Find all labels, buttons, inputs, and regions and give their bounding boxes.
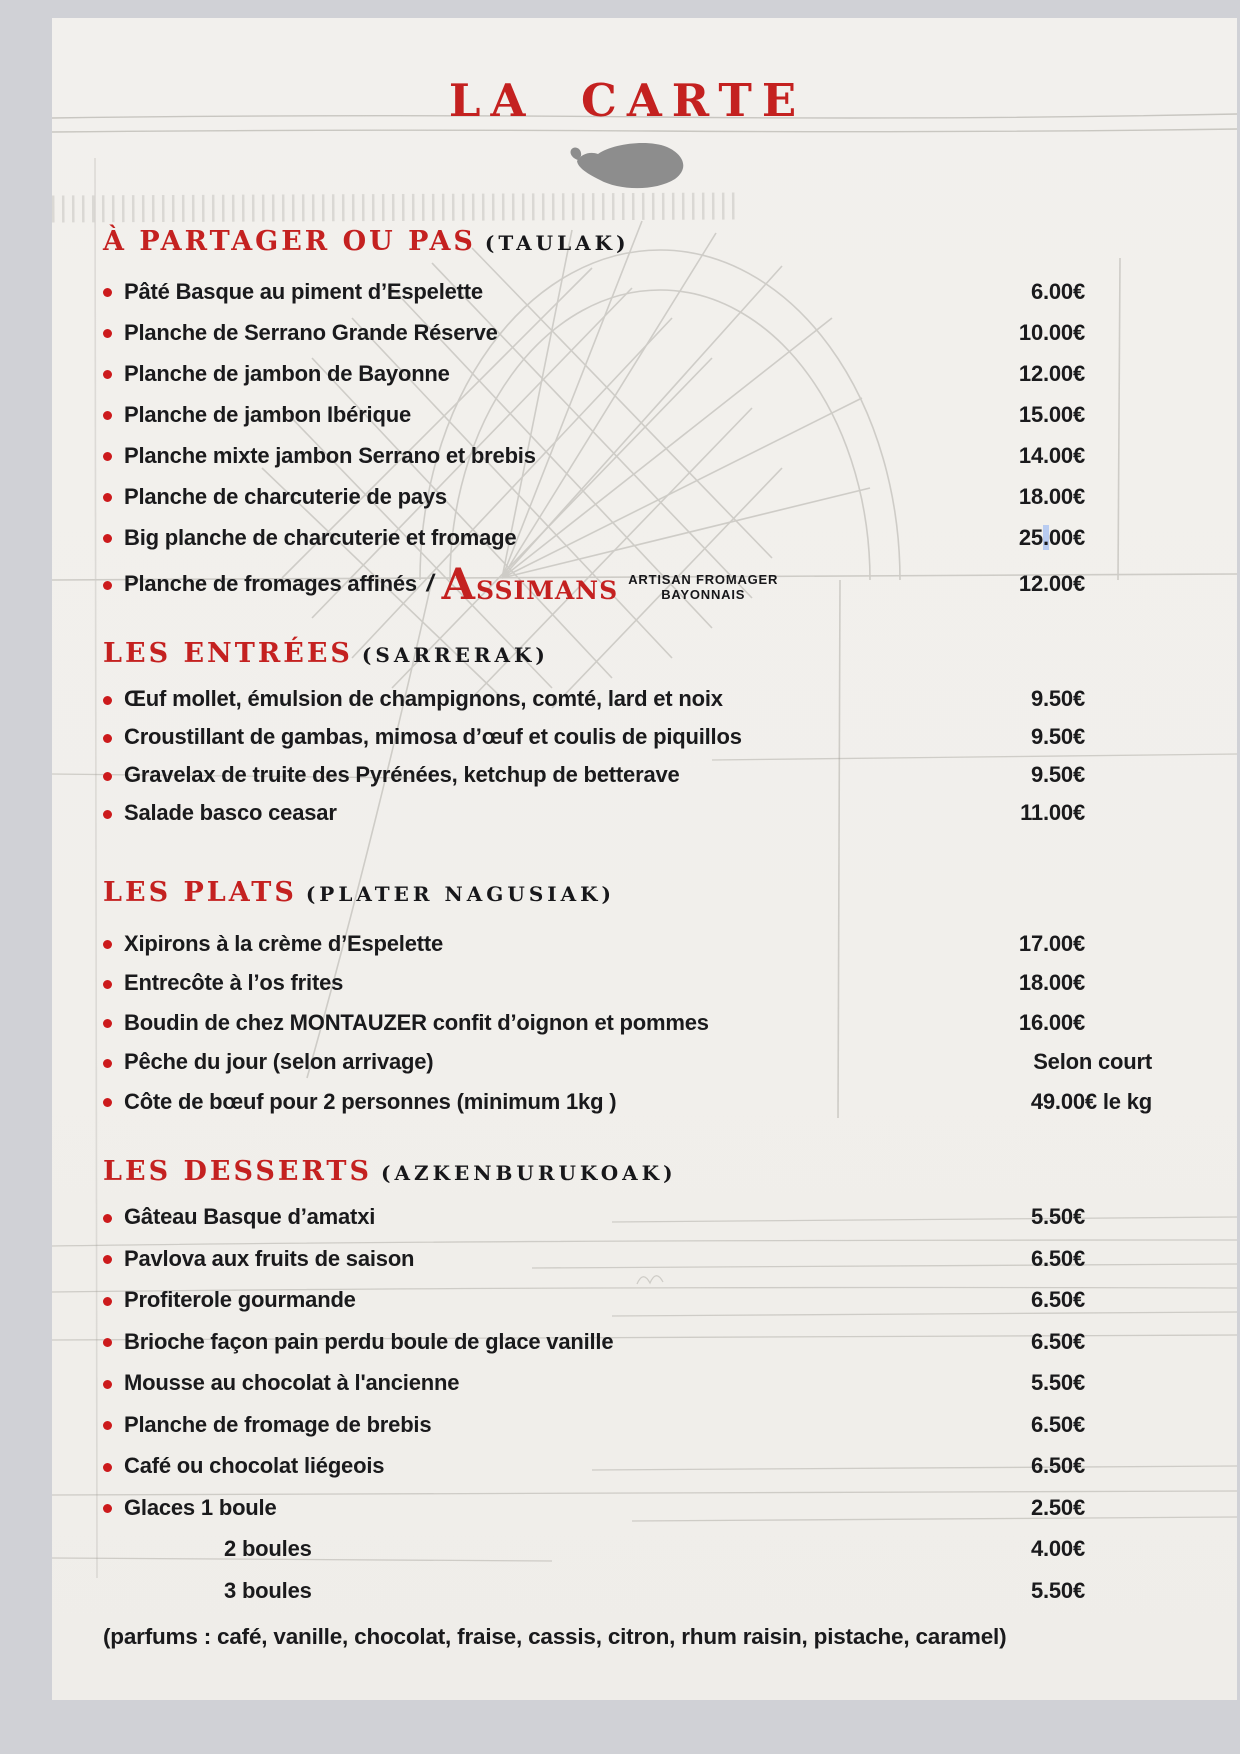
bullet-icon — [103, 370, 112, 379]
item-price: 12.00€ — [1018, 571, 1085, 596]
bullet-icon — [103, 329, 112, 338]
item-name: Mousse au chocolat à l'ancienne — [124, 1370, 460, 1396]
item-price: 5.50€ — [1030, 1204, 1085, 1230]
bullet-icon — [103, 581, 112, 590]
menu-item-row — [103, 435, 1152, 476]
item-name: 2 boules — [224, 1536, 312, 1562]
item-name: Big planche de charcuterie et fromage — [124, 524, 517, 550]
menu-item-row — [103, 718, 1152, 756]
flavors-note: (parfums : café, vanille, chocolat, fraise, cassis, citron, rhum raisin, pistache, caramel) — [103, 1623, 1007, 1649]
section-title: LES ENTRÉES — [103, 638, 353, 669]
item-price: 12.00€ — [1018, 360, 1085, 386]
bullet-icon — [103, 940, 112, 949]
item-price: 10.00€ — [1018, 319, 1085, 345]
item-price: 6.00€ — [1030, 278, 1085, 304]
bullet-icon — [103, 1059, 112, 1068]
bullet-icon — [103, 696, 112, 705]
bullet-icon — [103, 1380, 112, 1389]
menu-item-row — [103, 1404, 1152, 1446]
section-title: À PARTAGER OU PAS — [103, 226, 476, 257]
bullet-icon — [103, 1338, 112, 1347]
bullet-icon — [103, 1421, 112, 1430]
item-name: Boudin de chez MONTAUZER confit d’oignon et pommes — [124, 1009, 709, 1035]
item-name: Pavlova aux fruits de saison — [124, 1245, 415, 1271]
menu-item-row — [103, 1321, 1152, 1363]
item-price: 9.50€ — [1030, 724, 1085, 749]
item-name: Pêche du jour (selon arrivage) — [124, 1049, 434, 1075]
item-price: 4.00€ — [1030, 1536, 1085, 1562]
item-price: 18.00€ — [1018, 970, 1085, 996]
section-items — [103, 1197, 1152, 1612]
item-name: Côte de bœuf pour 2 personnes (minimum 1kg ) — [124, 1088, 617, 1114]
item-price: 15.00€ — [1018, 401, 1085, 427]
menu-item-row — [103, 1363, 1152, 1405]
section-items — [103, 271, 1152, 610]
item-name: Gâteau Basque d’amatxi — [124, 1204, 376, 1230]
bullet-icon — [103, 1255, 112, 1264]
item-name: Planche de jambon de Bayonne — [124, 360, 450, 386]
page-title: LA CARTE — [448, 74, 807, 127]
menu-item-row — [103, 680, 1152, 718]
item-name: Xipirons à la crème d’Espelette — [124, 930, 444, 956]
item-price: 9.50€ — [1030, 762, 1085, 787]
bullet-icon — [103, 1098, 112, 1107]
bullet-icon — [103, 810, 112, 819]
menu-section-entrees — [103, 638, 1152, 832]
menu-item-row — [103, 558, 1152, 610]
menu-section-partager — [103, 226, 1152, 610]
item-price: 11.00€ — [1020, 800, 1085, 825]
item-price: 16.00€ — [1018, 1009, 1085, 1035]
section-header — [103, 1156, 1152, 1189]
item-name: Croustillant de gambas, mimosa d’œuf et coulis de piquillos — [124, 724, 742, 749]
wineskin-icon — [563, 135, 693, 193]
item-price: 5.50€ — [1030, 1577, 1085, 1603]
menu-item-row — [103, 1280, 1152, 1322]
section-subtitle: (SARRERAK) — [361, 643, 549, 667]
menu-item-row — [103, 312, 1152, 353]
menu-item-row — [103, 394, 1152, 435]
item-name: Entrecôte à l’os frites — [124, 970, 344, 996]
bullet-icon — [103, 411, 112, 420]
brand-caption-line1: ARTISAN FROMAGER — [628, 572, 779, 587]
bullet-icon — [103, 534, 112, 543]
item-price: 6.50€ — [1030, 1453, 1085, 1479]
menu-content — [103, 74, 1152, 1650]
item-name: 3 boules — [224, 1577, 312, 1603]
brand-separator: / — [424, 570, 437, 597]
menu-item-row — [103, 1570, 1152, 1612]
menu-item-row — [103, 964, 1152, 1004]
menu-section-desserts — [103, 1156, 1152, 1612]
item-price: 6.50€ — [1030, 1245, 1085, 1271]
brand-name: ASSIMANS — [441, 560, 619, 610]
item-name: Œuf mollet, émulsion de champignons, comté, lard et noix — [124, 686, 723, 711]
section-items — [103, 924, 1152, 1122]
item-price: 25.00€ — [1018, 524, 1085, 550]
item-name: Planche de fromages affinés — [124, 571, 417, 596]
bullet-icon — [103, 980, 112, 989]
brand-caption — [628, 572, 778, 602]
menu-item-row — [103, 756, 1152, 794]
section-items — [103, 680, 1152, 832]
bullet-icon — [103, 493, 112, 502]
item-name: Glaces 1 boule — [124, 1494, 277, 1520]
menu-section-plats — [103, 877, 1152, 1122]
bullet-icon — [103, 734, 112, 743]
item-price: 2.50€ — [1030, 1494, 1085, 1520]
item-price: Selon court — [1033, 1049, 1152, 1075]
menu-sections — [103, 226, 1152, 1612]
bullet-icon — [103, 1019, 112, 1028]
section-title: LES PLATS — [103, 877, 297, 908]
menu-item-row — [103, 1487, 1152, 1529]
menu-item-row — [103, 1446, 1152, 1488]
section-subtitle: (PLATER NAGUSIAK) — [305, 882, 615, 906]
menu-item-row — [103, 924, 1152, 964]
item-name: Planche de jambon Ibérique — [124, 401, 411, 427]
item-price: 6.50€ — [1030, 1328, 1085, 1354]
menu-item-row — [103, 476, 1152, 517]
item-price: 9.50€ — [1030, 686, 1085, 711]
item-price: 5.50€ — [1030, 1370, 1085, 1396]
brand-caption-line2: BAYONNAIS — [661, 587, 746, 602]
menu-item-row — [103, 794, 1152, 832]
menu-item-row — [103, 1003, 1152, 1043]
section-header — [103, 877, 1152, 910]
section-header — [103, 638, 1152, 671]
item-price: 17.00€ — [1018, 930, 1085, 956]
menu-item-row — [103, 1043, 1152, 1083]
bullet-icon — [103, 452, 112, 461]
bullet-icon — [103, 772, 112, 781]
section-subtitle: (AZKENBURUKOAK) — [381, 1160, 677, 1185]
section-header — [103, 226, 1152, 259]
menu-item-row — [103, 353, 1152, 394]
bullet-icon — [103, 1463, 112, 1472]
menu-item-row — [103, 517, 1152, 558]
item-name: Planche de fromage de brebis — [124, 1411, 432, 1437]
bullet-icon — [103, 288, 112, 297]
menu-item-row — [103, 1082, 1152, 1122]
section-subtitle: (TAULAK) — [484, 231, 630, 255]
item-name: Gravelax de truite des Pyrénées, ketchup de betterave — [124, 762, 680, 787]
item-name: Planche de charcuterie de pays — [124, 483, 447, 509]
item-price: 49.00€ le kg — [1030, 1088, 1152, 1114]
item-price: 18.00€ — [1018, 483, 1085, 509]
bullet-icon — [103, 1214, 112, 1223]
menu-item-row — [103, 271, 1152, 312]
item-name: Pâté Basque au piment d’Espelette — [124, 278, 483, 304]
item-name: Planche de Serrano Grande Réserve — [124, 319, 498, 345]
menu-item-row — [103, 1529, 1152, 1571]
bullet-icon — [103, 1297, 112, 1306]
item-name: Café ou chocolat liégeois — [124, 1453, 385, 1479]
item-price: 6.50€ — [1030, 1411, 1085, 1437]
item-name: Planche mixte jambon Serrano et brebis — [124, 442, 536, 468]
selection-highlight: . — [1042, 524, 1049, 550]
section-title: LES DESSERTS — [103, 1155, 372, 1187]
bullet-icon — [103, 1504, 112, 1513]
item-price: 6.50€ — [1030, 1287, 1085, 1313]
item-name: Salade basco ceasar — [124, 800, 337, 825]
item-name: Profiterole gourmande — [124, 1287, 356, 1313]
item-price: 14.00€ — [1018, 442, 1085, 468]
menu-item-row — [103, 1238, 1152, 1280]
item-name: Brioche façon pain perdu boule de glace vanille — [124, 1328, 614, 1354]
menu-paper — [52, 18, 1237, 1700]
menu-item-row — [103, 1197, 1152, 1239]
